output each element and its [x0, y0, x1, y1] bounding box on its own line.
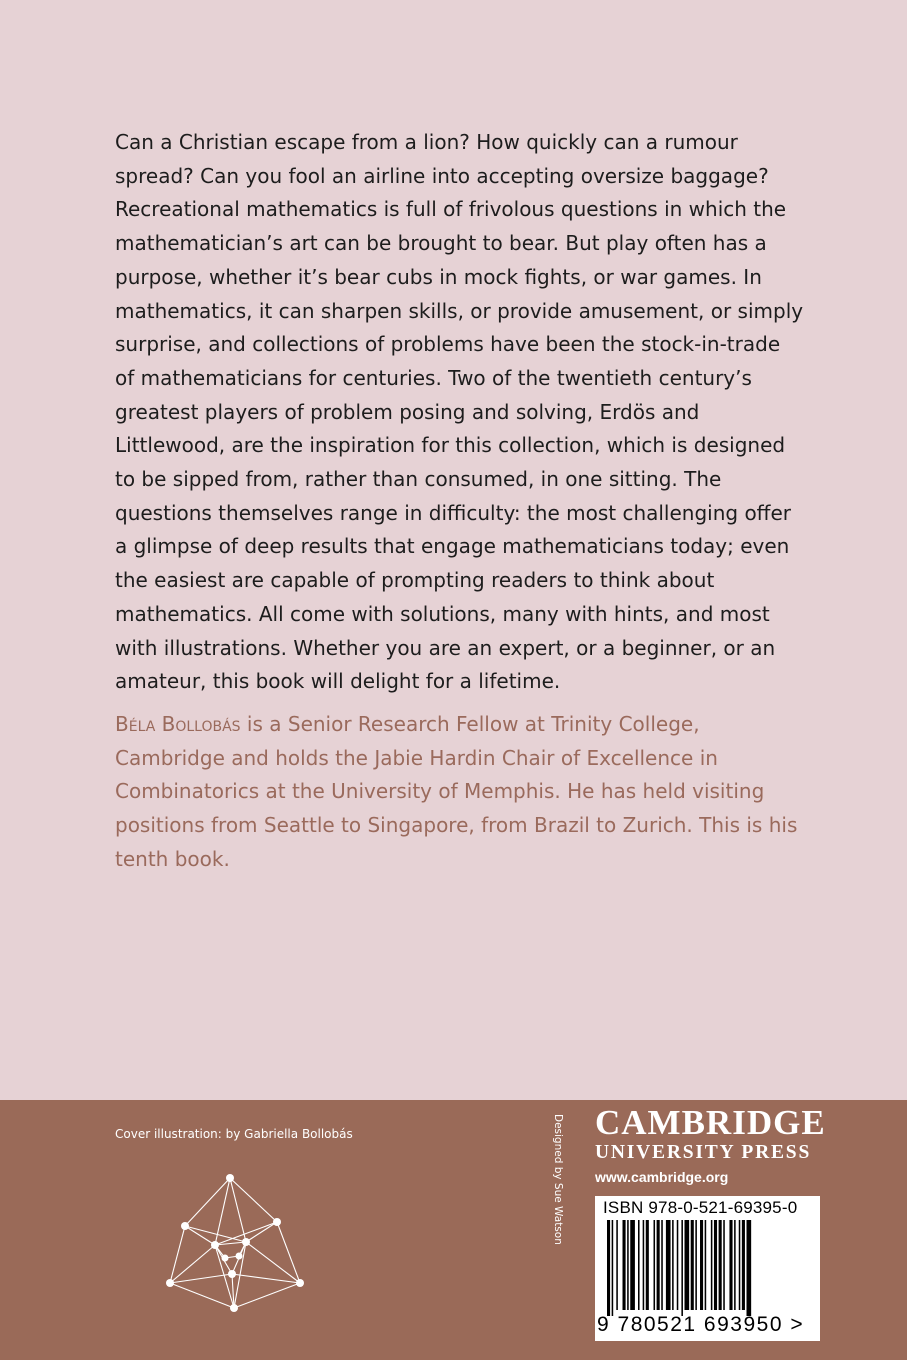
blurb-text: Can a Christian escape from a lion? How quickly can a rumour spread? Can you fool an airline into accepting oversize baggage? Recreational mathematics is full of frivolous questions in which the mathematician’s art can be brought to bear. But play often has a purpose, whether it’s bear cubs in mock fights, or war games. In mathematics, it can sharpen skills, or provide amusement, or simply surprise, and collections of problems have been the stock-in-trade of mathematicians for centuries. Two of the twentieth century’s greatest players of problem posing and solving, Erdös and Littlewood, are the inspiration for this collection, which is designed to be sipped from, rather than consumed, in one sitting. The questions themselves range in difficulty: the most challenging offer a glimpse of deep results that engage mathematicians today; even the easiest are capable of prompting readers to think about mathematics. All come with solutions, many with hints, and most with illustrations. Whether you are an expert, or a beginner, or an amateur, this book will delight for a lifetime. — [115, 130, 804, 694]
author-bio-text: is a Senior Research Fellow at Trinity College, Cambridge and holds the Jabie Hardin Chair of Excellence in Combinatorics at the University of Memphis. He has held visiting positions from Seattle to Singapore, from Brazil to Zurich. This is his tenth book. — [115, 712, 798, 871]
barcode-bar — [695, 1220, 697, 1310]
barcode-bar — [729, 1220, 732, 1310]
barcode-bar — [654, 1220, 656, 1310]
isbn-barcode — [595, 1196, 820, 1341]
barcode-bar — [627, 1220, 629, 1310]
isbn-label: ISBN 978-0-521-69395-0 — [603, 1198, 798, 1217]
barcode-bar — [711, 1220, 713, 1310]
barcode-bar — [747, 1220, 752, 1316]
barcode-bar — [638, 1220, 640, 1310]
barcode-bar — [742, 1220, 745, 1310]
barcode-bar — [691, 1220, 694, 1310]
footer-band — [0, 1100, 907, 1360]
barcode-bar — [681, 1220, 683, 1316]
barcode-bar — [661, 1220, 663, 1310]
barcode-bar — [700, 1220, 703, 1310]
publisher-url: www.cambridge.org — [595, 1169, 729, 1185]
cover-illustration-credit: Cover illustration: by Gabriella Bollobás — [115, 1127, 353, 1141]
barcode-bar — [714, 1220, 717, 1310]
barcode-bar — [616, 1220, 618, 1310]
barcode-bar — [607, 1220, 610, 1316]
author-bio — [115, 708, 805, 877]
barcode-bar — [666, 1220, 671, 1310]
publisher-logo — [595, 1104, 825, 1185]
barcode-bar — [719, 1220, 722, 1310]
barcode-bar — [739, 1220, 741, 1310]
barcode-digits: 9 780521 693950 > — [597, 1313, 805, 1336]
barcode-bar — [672, 1220, 674, 1310]
publisher-subtitle: UNIVERSITY PRESS — [595, 1142, 812, 1163]
barcode-bar — [612, 1220, 614, 1316]
barcode-bar — [685, 1220, 690, 1310]
designer-credit: Designed by Sue Watson — [552, 1114, 564, 1245]
publisher-name: CAMBRIDGE — [595, 1103, 826, 1142]
barcode-bar — [630, 1220, 635, 1310]
barcode-bar — [646, 1220, 649, 1310]
polyhedron-graph-icon — [160, 1170, 310, 1320]
barcode-bar — [705, 1220, 707, 1310]
barcode-bar — [677, 1220, 679, 1310]
author-name: Béla Bollobás — [115, 712, 241, 736]
barcode-bar — [643, 1220, 645, 1310]
barcode-bar — [734, 1220, 736, 1310]
barcode-bars — [607, 1220, 807, 1316]
barcode-bar — [623, 1220, 626, 1310]
barcode-bar — [723, 1220, 725, 1310]
barcode-bar — [657, 1220, 660, 1310]
